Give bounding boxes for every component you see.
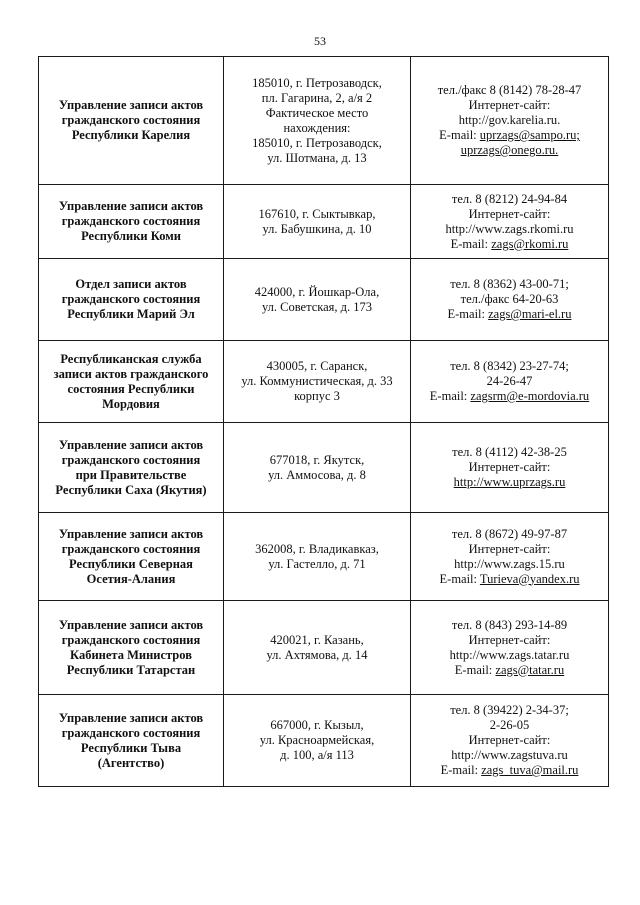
contacts-cell [411, 513, 609, 601]
table-row [39, 695, 609, 787]
table-row [39, 601, 609, 695]
contact-text: тел. 8 (8212) 24-94-84 [451, 191, 568, 206]
contact-link[interactable]: Turieva@yandex.ru [479, 571, 580, 586]
office-name-line: Мордовия [102, 396, 160, 411]
contact-text: тел./факс 8 (8142) 78-28-47 [437, 83, 582, 97]
contact-text: Интернет-сайт: [468, 541, 551, 556]
office-name-cell [39, 423, 224, 513]
contact-line [415, 292, 604, 307]
address-line: ул. Бабушкина, д. 10 [262, 221, 372, 236]
office-name-line: Кабинета Министров [70, 647, 192, 662]
contact-line [415, 307, 604, 322]
address-line: ул. Красноармейская, [259, 733, 375, 747]
table-row [39, 259, 609, 341]
contact-line [415, 733, 604, 748]
address-cell [224, 423, 411, 513]
contact-line [415, 703, 604, 718]
contact-text: Интернет-сайт: [468, 632, 551, 647]
contact-link[interactable]: uprzags@onego.ru. [460, 143, 559, 157]
contact-text: Интернет-сайт: [468, 460, 551, 474]
contact-text: 2-26-05 [489, 718, 530, 732]
address-cell [224, 57, 411, 185]
office-name-cell [39, 695, 224, 787]
contact-line [415, 475, 604, 490]
contact-line [415, 648, 604, 663]
table-row [39, 57, 609, 185]
office-name-line: гражданского состояния [61, 452, 201, 467]
address-line: 185010, г. Петрозаводск, [252, 135, 382, 150]
office-name-line: гражданского состояния [61, 113, 201, 127]
office-name-line: Управление записи актов [58, 710, 204, 725]
contact-text: http://www.zags.tatar.ru [449, 647, 570, 662]
contact-line [415, 222, 604, 237]
office-name-line: Управление записи актов [58, 98, 204, 112]
contact-text: Интернет-сайт: [468, 206, 551, 221]
contact-line [415, 718, 604, 733]
contact-link[interactable]: zags@mari-el.ru [488, 307, 572, 321]
address-line: д. 100, а/я 113 [280, 748, 354, 762]
office-name-line: гражданского состояния [61, 292, 201, 306]
office-name-line: Республики Коми [81, 229, 181, 243]
contacts-cell [411, 341, 609, 423]
contacts-cell [411, 423, 609, 513]
office-name-line: Республики Марий Эл [67, 307, 195, 321]
office-name-line: состояния Республики [67, 381, 195, 396]
contact-line [415, 83, 604, 98]
contact-link[interactable]: zags@tatar.ru [495, 662, 565, 677]
address-cell [224, 601, 411, 695]
contact-text: http://www.zags.15.ru [454, 556, 565, 571]
office-name-line: Республики Тыва [80, 740, 182, 755]
address-line: ул. Советская, д. 173 [261, 299, 373, 314]
contacts-cell [411, 185, 609, 259]
table-row [39, 423, 609, 513]
address-line: ул. Аммосова, д. 8 [268, 467, 366, 482]
contact-link[interactable]: zags@rkomi.ru [491, 236, 569, 251]
contact-line [415, 527, 604, 542]
contact-text: тел./факс 64-20-63 [460, 292, 559, 306]
address-line: 677018, г. Якутск, [269, 452, 365, 467]
contact-line [415, 359, 604, 374]
office-name-line: Управление записи актов [58, 437, 204, 452]
contact-line [415, 143, 604, 158]
office-name-cell [39, 185, 224, 259]
contact-line [415, 192, 604, 207]
office-name-line: записи актов гражданского [53, 366, 209, 381]
office-name-cell [39, 513, 224, 601]
contacts-cell [411, 259, 609, 341]
contact-text: E-mail: [439, 128, 480, 142]
address-line: 362008, г. Владикавказ, [255, 541, 379, 556]
contact-text: тел. 8 (8672) 49-97-87 [451, 526, 568, 541]
office-name-line: (Агентство) [97, 755, 165, 770]
office-name-line: Республики Карелия [71, 128, 191, 142]
office-name-cell [39, 341, 224, 423]
office-name-line: Республики Саха (Якутия) [55, 482, 207, 497]
contact-line [415, 557, 604, 572]
office-name-line: гражданского состояния [61, 725, 201, 740]
table-row [39, 341, 609, 423]
table-row [39, 185, 609, 259]
address-line: 167610, г. Сыктывкар, [258, 206, 376, 221]
contact-line [415, 748, 604, 763]
office-name-line: гражданского состояния [61, 214, 201, 228]
contact-text: тел. 8 (8342) 23-27-74; [450, 359, 569, 373]
office-name-line: Республиканская служба [60, 351, 202, 366]
contacts-cell [411, 695, 609, 787]
address-line: 430005, г. Саранск, [266, 359, 368, 373]
contact-line [415, 633, 604, 648]
contact-text: Интернет-сайт: [468, 98, 551, 112]
contact-text: тел. 8 (8362) 43-00-71; [450, 277, 569, 291]
contact-text: 24-26-47 [486, 374, 533, 388]
contact-text: E-mail: [439, 571, 480, 586]
contact-text: http://www.zags.rkomi.ru [445, 221, 574, 236]
office-name-line: Управление записи актов [58, 617, 204, 632]
office-name-cell [39, 601, 224, 695]
address-line: ул. Шотмана, д. 13 [267, 150, 367, 165]
contact-text: E-mail: [440, 763, 482, 777]
address-line: ул. Коммунистическая, д. 33 [241, 374, 393, 388]
address-line: 667000, г. Кызыл, [270, 718, 364, 732]
office-name-line: гражданского состояния [61, 541, 201, 556]
contact-link[interactable]: zagsrm@e-mordovia.ru [470, 389, 590, 403]
address-line: 424000, г. Йошкар-Ола, [254, 284, 380, 299]
address-line: корпус 3 [294, 389, 340, 403]
contacts-cell [411, 601, 609, 695]
address-line: ул. Гастелло, д. 71 [268, 556, 366, 571]
office-name-line: Отдел записи актов [75, 277, 187, 291]
contact-text: тел. 8 (39422) 2-34-37; [450, 703, 569, 717]
contact-line [415, 445, 604, 460]
contact-line [415, 374, 604, 389]
address-line: 185010, г. Петрозаводск, [252, 75, 382, 90]
contact-text: http://gov.karelia.ru. [458, 113, 561, 127]
contact-line [415, 237, 604, 252]
office-name-line: Осетия-Алания [86, 571, 176, 586]
contact-text: E-mail: [450, 236, 492, 251]
contact-line [415, 618, 604, 633]
contact-line [415, 277, 604, 292]
page-number: 53 [314, 34, 326, 48]
contact-line [415, 389, 604, 404]
contact-line [415, 460, 604, 475]
contact-text: E-mail: [429, 389, 471, 403]
contact-link[interactable]: http://www.uprzags.ru [453, 475, 566, 489]
office-name-line: при Правительстве [75, 467, 187, 482]
office-name-cell [39, 57, 224, 185]
contact-line [415, 207, 604, 222]
office-name-line: гражданского состояния [61, 632, 201, 647]
contact-line [415, 128, 604, 143]
address-line: Фактическое место [265, 105, 369, 120]
contacts-cell [411, 57, 609, 185]
contact-line [415, 663, 604, 678]
registry-table-body [39, 57, 609, 787]
contact-link[interactable]: zags_tuva@mail.ru [481, 763, 579, 777]
table-row [39, 513, 609, 601]
contact-line [415, 98, 604, 113]
contact-text: E-mail: [447, 307, 489, 321]
contact-line [415, 572, 604, 587]
address-cell [224, 513, 411, 601]
contact-link[interactable]: uprzags@sampo.ru; [479, 128, 580, 142]
address-line: пл. Гагарина, 2, а/я 2 [261, 90, 373, 105]
office-name-line: Республики Северная [69, 556, 193, 571]
contact-text: E-mail: [454, 662, 496, 677]
office-name-line: Управление записи актов [58, 199, 204, 213]
contact-line [415, 763, 604, 778]
address-cell [224, 259, 411, 341]
address-cell [224, 695, 411, 787]
address-line: ул. Ахтямова, д. 14 [266, 647, 368, 662]
registry-table [38, 56, 609, 787]
office-name-line: Управление записи актов [58, 526, 204, 541]
contact-text: Интернет-сайт: [468, 733, 551, 747]
contact-text: http://www.zagstuva.ru [451, 748, 568, 762]
address-line: 420021, г. Казань, [270, 632, 364, 647]
address-cell [224, 341, 411, 423]
contact-line [415, 542, 604, 557]
office-name-line: Республики Татарстан [66, 662, 196, 677]
contact-text: тел. 8 (4112) 42-38-25 [452, 445, 567, 459]
contact-text: тел. 8 (843) 293-14-89 [451, 617, 568, 632]
address-line: нахождения: [283, 120, 351, 135]
office-name-cell [39, 259, 224, 341]
contact-line [415, 113, 604, 128]
address-cell [224, 185, 411, 259]
